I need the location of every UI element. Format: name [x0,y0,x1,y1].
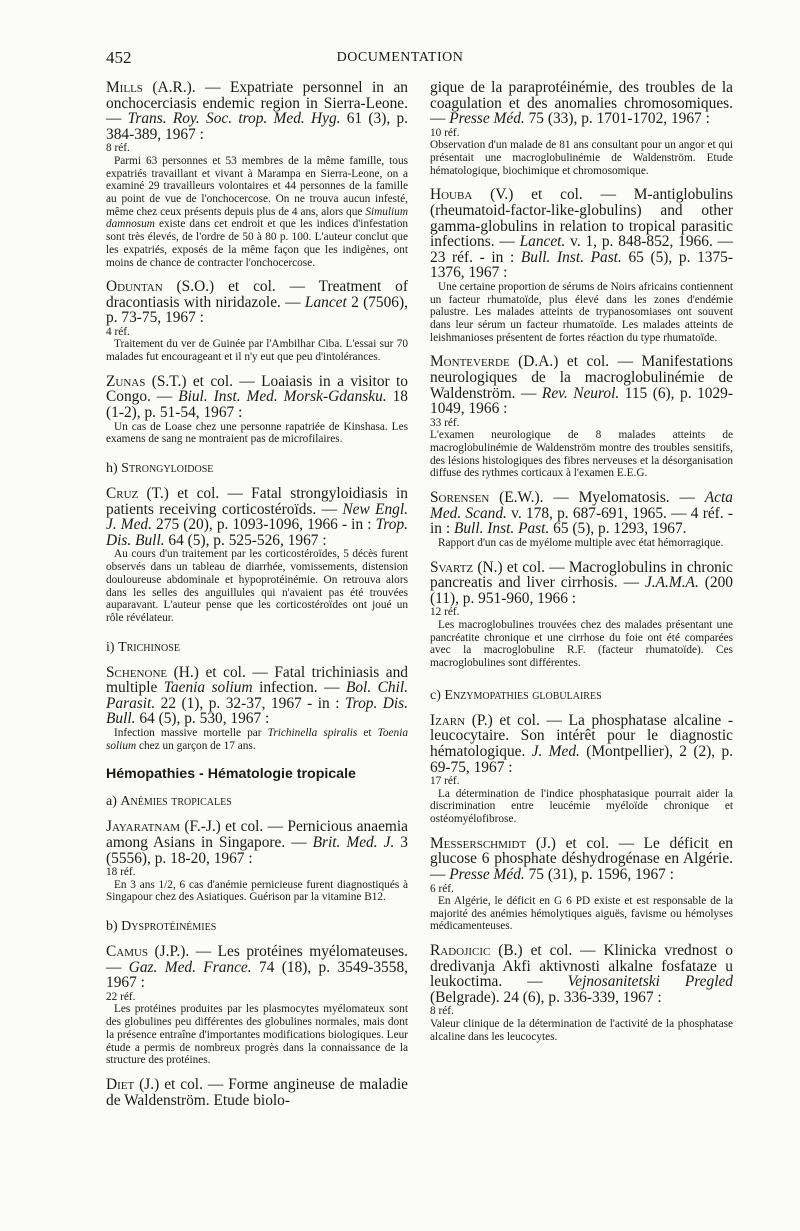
entry-diet-continued [430,80,733,177]
abstract: En Algérie, le déficit en G 6 PD existe et est responsable de la majorité des anémies hémolytiques aiguës, favisme ou hémolyses médicamenteuses. [430,895,733,933]
journal: Rev. Neurol. [541,384,620,402]
journal: J. Med. [531,742,580,760]
abstract: Traitement du ver de Guinée par l'Ambilhar Ciba. L'essai sur 70 malades fut encourageant et il n'y eut que peu d'intolérances. [106,338,408,364]
journal: Gaz. Med. France. [128,958,252,976]
author: Jayaratnam (F.-J.) [106,818,221,836]
abstract: Observation d'un malade de 81 ans consultant pour un angor et qui présentait une macroglobulinémie de Waldenström. Etude hématologique, biochimique et chromosomique. [430,139,733,177]
ref-count: 18 réf. [106,866,136,879]
abstract: Un cas de Loase chez une personne rapatriée de Kinshasa. Les examens de sang ne montraient pas de microfilaires. [106,420,408,446]
author: Izarn (P.) [430,711,493,729]
citation: Jayaratnam (F.-J.) et col. — Pernicious anaemia among Asians in Singapore. — Brit. Med. J. 3 (5556), p. 18-20, 1967 : [106,818,409,867]
ref-count: 17 réf. [430,775,460,788]
author: Schenone (H.) [106,663,199,681]
abstract: En 3 ans 1/2, 6 cas d'anémie pernicieuse furent diagnostiqués à Singapour chez des Asiatiques. Guérison par la vitamine B12. [106,878,408,904]
journal: Presse Méd. [449,865,525,883]
ref-count: 10 réf. [430,126,460,139]
citation: Radojicic (B.) et col. — Klinicka vrednost o dredivanja Akfi aktivnosti alkalne fosfataze u leukoctima. — Vejnosanitetski Pregled (Belgrade). 24 (6), p. 336-339, 1967 : [430,942,734,1006]
right-column [430,80,733,1053]
subsection-heading-i: i) Trichinose [106,639,180,655]
entry-camus [106,944,408,1067]
entry-radojicic [430,943,733,1043]
entry-houba [430,187,733,344]
author: Houba (V.) [430,186,514,204]
ref-count: 6 réf. [430,882,454,895]
ref-count: 12 réf. [430,606,460,619]
abstract: Valeur clinique de la détermination de l'activité de la phosphatase alcaline dans les leucocytes. [430,1017,733,1043]
entry-zunas [106,374,408,446]
author: Zunas (S.T.) [106,372,187,390]
ref-count: 8 réf. [106,142,130,155]
entry-sorensen [430,490,733,549]
author: Radojicic (B.) [430,942,523,960]
ref-count: 8 réf. [430,1005,454,1018]
journal-secondary: Bull. Inst. Past. [453,520,550,538]
citation: Diet (J.) et col. — Forme angineuse de maladie de Waldenström. Etude biolo- [106,1075,409,1109]
citation: Sorensen (E.W.). — Myelomatosis. — Acta Med. Scand. v. 178, p. 687-691, 1965. — 4 réf. - in : Bull. Inst. Past. 65 (5), p. 1293, 1967. [430,489,733,538]
citation: Messerschmidt (J.) et col. — Le déficit en glucose 6 phosphate déshydrogénase en Algérie. — Presse Méd. 75 (31), p. 1596, 1967 : [430,834,733,883]
abstract: Infection massive mortelle par Trichinella spiralis et Toenia solium chez un garçon de 17 ans. [106,727,408,752]
page-header [0,48,800,68]
entry-diet [106,1077,408,1108]
journal: Lancet. [519,233,566,251]
author: Oduntan (S.O.) [106,278,215,296]
ref-count: 4 réf. [106,325,130,338]
citation: Oduntan (S.O.) et col. — Treatment of dracontiasis with niridazole. — Lancet 2 (7506), p. 73-75, 1967 : [106,278,408,327]
subsection-heading-h: h) Strongyloidose [106,461,214,477]
abstract: Les protéines produites par les plasmocytes myélomateux sont des globulines peu différentes des globulines normales, mais dont la présence entraîne d'importantes modifications biologiques. Leur étude a permis de nombreux progrès dans la connaissance de la structure des protéines. [106,1003,408,1067]
entry-oduntan [106,279,408,364]
author: Mills (A.R.). [106,79,196,96]
citation: Mills (A.R.). — Expatriate personnel in an onchocerciasis endemic region in Sierra-Leone. — Trans. Roy. Soc. trop. Med. Hyg. 61 (3), p. 384-389, 1967 : [106,79,408,143]
author: Messerschmidt (J.) [430,834,556,852]
journal: J.A.M.A. [644,574,699,592]
citation: gique de la paraprotéinémie, des troubles de la coagulation et des anomalies chromosomiques. — Presse Méd. 75 (33), p. 1701-1702, 1967 : [430,79,733,128]
citation: Izarn (P.) et col. — La phosphatase alcaline - leucocytaire. Son intérêt pour le diagnostic hématologique. J. Med. (Montpellier), 2 (2), p. 69-75, 1967 : [430,711,733,776]
journal-secondary: Trop. Dis. Bull. [106,516,408,549]
author: Cruz (T.) [106,485,169,503]
abstract: Parmi 63 personnes et 53 membres de la même famille, tous expatriés travaillant et vivant à Marampa en Sierra-Leone, on a examiné 29 travailleurs volontaires et 44 personnes de la famille au point de vue de l'onchocercose. On ne trouva aucun infesté, même chez ceux présents depuis plus de 4 ans, alors que Simulium damnosum existe dans cet endroit et que les indices d'infestation sont très élevés, de l'ordre de 50 à 80 p. 100. L'auteur conclut que les expatriés, exposés de la même façon que les indigènes, ont moins de chance de contracter l'onchocercose. [106,154,408,269]
abstract: Rapport d'un cas de myélome multiple avec état hémorragique. [438,536,724,549]
abstract: Une certaine proportion de sérums de Noirs africains contiennent un facteur rhumatoïde, plus élevé dans les zones d'endémie palustre. Les malades atteints de trypanosomiases ont souvent dans leur sérum un facteur rhumatoïde. Les malades atteints de leishmanioses présentent de fortes réaction du type rhumatoïde. [430,280,733,344]
subsection-heading-b: b) Dysprotéinémies [106,919,217,935]
section-heading: Hémopathies - Hématologie tropicale [106,766,356,783]
citation: Schenone (H.) et col. — Fatal trichiniasis and multiple Taenia solium infection. — Bol. Chil. Parasit. 22 (1), p. 32-37, 1967 - in : Trop. Dis. Bull. 64 (5), p. 530, 1967 : [106,663,408,728]
abstract: L'examen neurologique de 8 malades atteints de macroglobulinémie de Waldenström montre des troubles sensitifs, des lésions histologiques des fibres nerveuses et la désorganisation diffuse des rythmes corticaux à l'examen E.E.G. [430,429,733,480]
author: Diet (J.) [106,1075,160,1093]
abstract: La détermination de l'indice phosphatasique pourrait aider la discrimination entre leucémie myéloïde chronique et ostéomyélofibrose. [430,787,733,826]
entry-mills [106,80,408,269]
citation: Monteverde (D.A.) et col. — Manifestations neurologiques de la macroglobulinémie de Waldenström. — Rev. Neurol. 115 (6), p. 1029-1049, 1966 : [430,353,733,418]
entry-jayaratnam [106,819,408,904]
entry-monteverde [430,354,733,480]
running-head: DOCUMENTATION [336,50,464,65]
left-column [106,80,408,1118]
citation: Cruz (T.) et col. — Fatal strongyloidiasis in patients receiving corticostéroïds. — New Engl. J. Med. 275 (20), p. 1093-1096, 1966 - in : Trop. Dis. Bull. 64 (5), p. 525-526, 1967 : [106,485,408,549]
author: Monteverde (D.A.) [430,353,559,371]
journal: Vejnosanitetski Pregled [567,973,734,991]
citation: Camus (J.P.). — Les protéines myélomateuses. — Gaz. Med. France. 74 (18), p. 3549-3558, 1967 : [106,943,408,992]
entry-schenone [106,665,408,753]
author: Camus (J.P.). [106,943,190,961]
journal: Lancet [304,293,347,311]
entry-messerschmidt [430,836,733,933]
journal: Biul. Inst. Med. Morsk-Gdansku. [178,388,387,406]
journal: Bol. Chil. Parasit. [106,679,408,712]
citation: Zunas (S.T.) et col. — Loaiasis in a visitor to Congo. — Biul. Inst. Med. Morsk-Gdansku. 18 (1-2), p. 51-54, 1967 : [106,372,409,422]
journal: New Engl. J. Med. [106,500,408,534]
author: Svartz (N.) [430,558,503,576]
author: Sorensen (E.W.). [430,489,544,507]
journal: Trans. Roy. Soc. trop. Med. Hyg. [127,110,341,128]
journal: Acta Med. Scand. [430,489,733,522]
subsection-heading-c: c) Enzymopathies globulaires [430,687,602,703]
ref-count: 33 réf. [430,416,460,429]
citation: Svartz (N.) et col. — Macroglobulins in chronic pancreatis and liver cirrhosis. — J.A.M.A. (200 (11), p. 951-960, 1966 : [430,558,734,607]
subsection-heading-a: a) Anémies tropicales [106,794,232,810]
entry-izarn [430,713,733,826]
citation: Houba (V.) et col. — M-antiglobulins (rheumatoid-factor-like-globulins) and other gamma-globulins in relation to tropical parasitic infections. — Lancet. v. 1, p. 848-852, 1966. — 23 réf. - in : Bull. Inst. Past. 65 (5), p. 1375-1376, 1967 : [430,186,733,282]
abstract: Au cours d'un traitement par les corticostéroïdes, 5 décès furent observés dans un tableau de diarrhée, vomissements, distension douloureuse abdominale et hypoprotéinémie. On retrouva alors dans les selles des anguillules qui n'avaient pas été trouvées auparavant. L'auteur pense que les corticostéroïdes ont joué un rôle révélateur. [106,548,408,624]
page-number: 452 [106,48,132,67]
entry-svartz [430,560,733,670]
journal: Brit. Med. J. [312,834,395,852]
entry-cruz [106,486,408,625]
journal-secondary: Bull. Inst. Past. [520,248,622,266]
abstract: Les macroglobulines trouvées chez des malades présentant une pancréatite chronique et une cirrhose du foie ont été comparées avec la macroglobuline R.F. (facteur rhumatoïde). Ces macroglobulines sont différentes. [430,618,733,670]
journal-secondary: Trop. Dis. Bull. [106,694,408,728]
journal: Presse Méd. [449,110,525,128]
ref-count: 22 réf. [106,990,136,1003]
